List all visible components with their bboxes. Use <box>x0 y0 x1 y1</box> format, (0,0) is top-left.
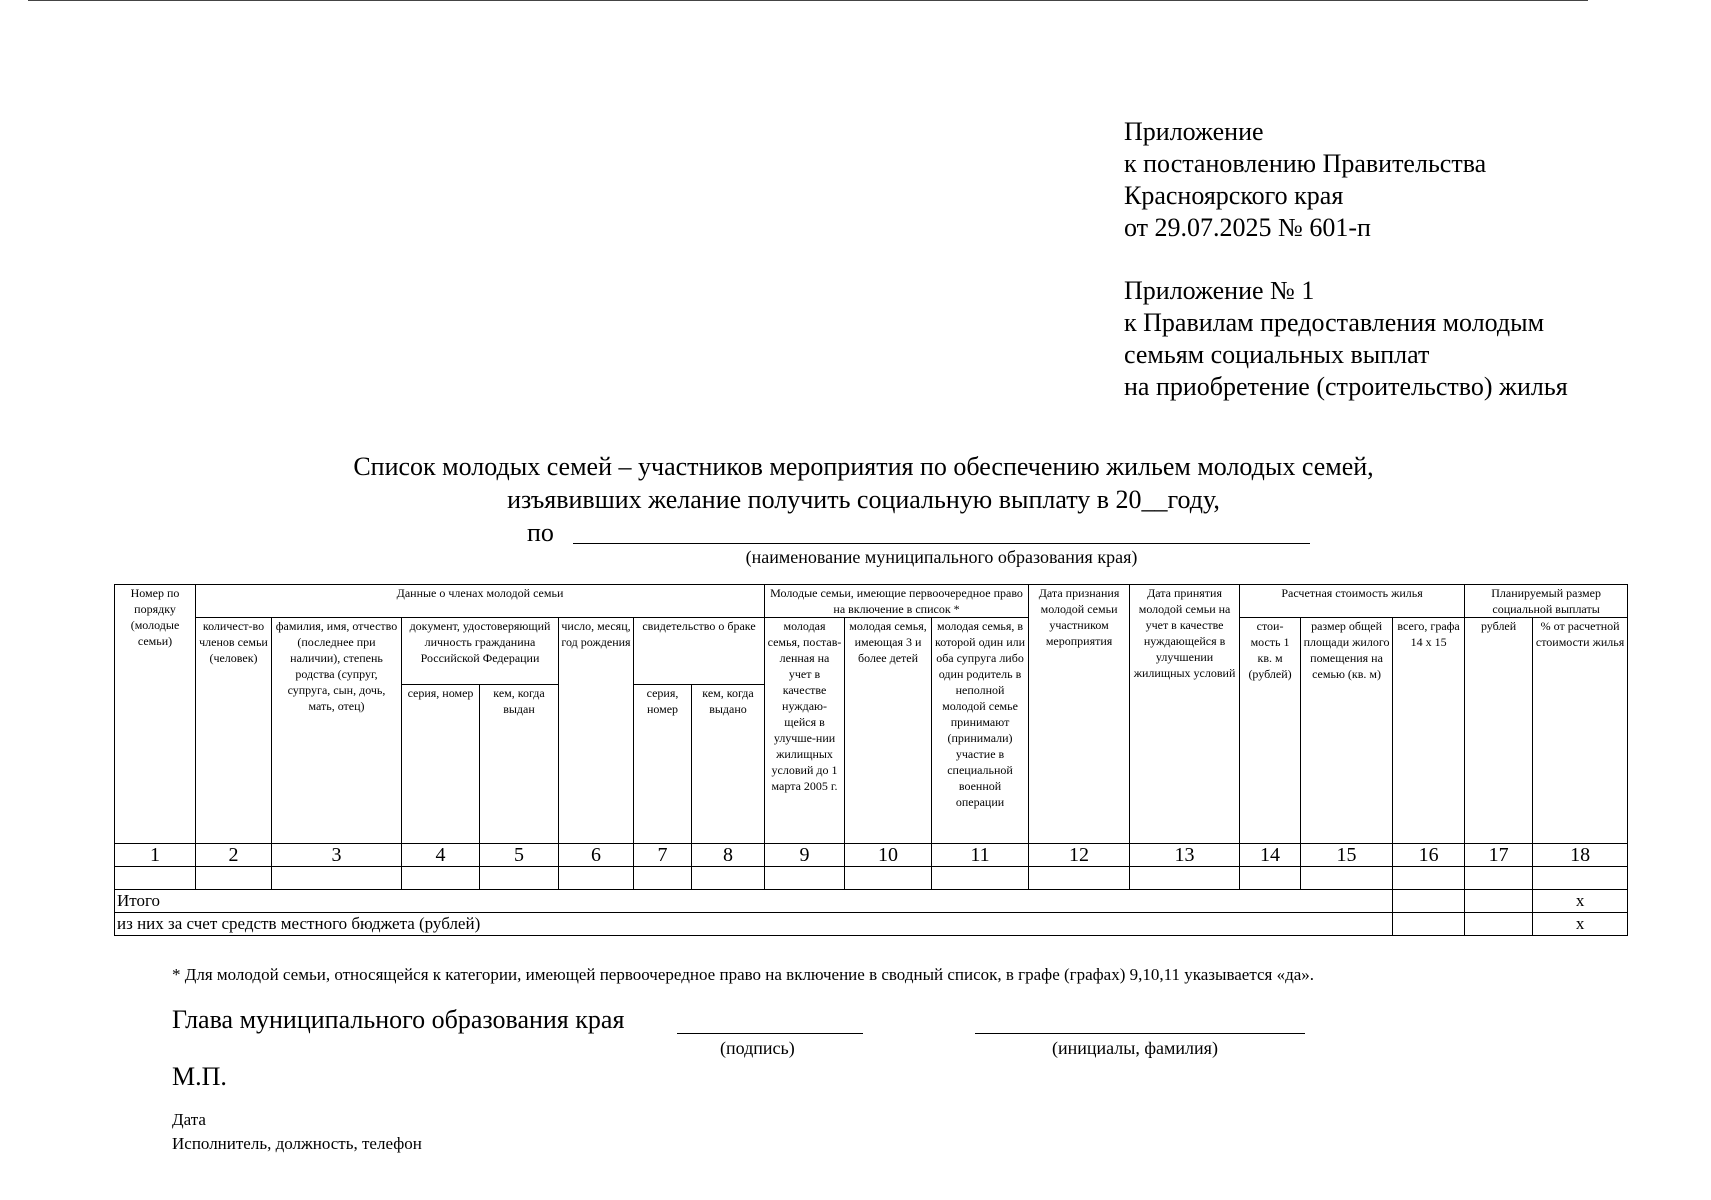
column-number: 11 <box>932 844 1029 867</box>
col-document-issued: кем, когда выдан <box>480 685 559 844</box>
document-title-line-2: изъявивших желание получить социальную выплату в 20__году, <box>507 485 1220 514</box>
table-cell[interactable] <box>559 867 634 890</box>
col-marriage-certificate: свидетельство о браке <box>634 618 765 685</box>
column-number: 15 <box>1301 844 1393 867</box>
local-payment-cell[interactable] <box>1465 913 1533 936</box>
header-planned-payment: Планируемый размер социальной выплаты <box>1465 585 1628 618</box>
table-cell[interactable] <box>1029 867 1130 890</box>
document-title-line-1: Список молодых семей – участников мероприятия по обеспечению жильем молодых семей, <box>353 452 1374 481</box>
appendix-line: от 29.07.2025 № 601-п <box>1124 213 1371 242</box>
families-table <box>114 584 1628 936</box>
municipality-caption: (наименование муниципального образования края) <box>745 547 1138 567</box>
footnote: * Для молодой семьи, относящейся к категории, имеющей первоочередное право на включение в сводный список, в графе (графах) 9,10,11 указывается «да». <box>172 965 1315 984</box>
column-number: 2 <box>196 844 272 867</box>
municipality-prefix: по <box>527 518 554 547</box>
header-members: Данные о членах молодой семьи <box>196 585 765 618</box>
column-number: 17 <box>1465 844 1533 867</box>
municipality-field-line[interactable] <box>573 543 1310 544</box>
table-cell[interactable] <box>932 867 1029 890</box>
appendix-header-rules <box>1124 275 1568 403</box>
appendix-line: Приложение № 1 <box>1124 276 1315 305</box>
table-cell[interactable] <box>480 867 559 890</box>
col-document-series: серия, номер <box>402 685 480 844</box>
header-registration-date: Дата принятия молодой семьи на учет в качестве нуждающейся в улучшении жилищных условий <box>1130 585 1240 844</box>
table-cell[interactable] <box>1465 867 1533 890</box>
appendix-line: семьям социальных выплат <box>1124 340 1430 369</box>
column-number: 3 <box>272 844 402 867</box>
col-full-name: фамилия, имя, отчество (последнее при наличии), степень родства (супруг, супруга, сын, дочь, мать, отец) <box>272 618 402 844</box>
total-percent-mark: x <box>1533 890 1628 913</box>
table-cell[interactable] <box>1130 867 1240 890</box>
column-number: 4 <box>402 844 480 867</box>
appendix-line: Красноярского края <box>1124 181 1344 210</box>
appendix-line: на приобретение (строительство) жилья <box>1124 372 1568 401</box>
col-total-cost: всего, графа 14 x 15 <box>1393 618 1465 844</box>
col-priority-svo: молодая семья, в которой один или оба супруга либо один родитель в неполной молодой семье принимают (принимали) участие в специальной военной операции <box>932 618 1029 844</box>
column-number: 1 <box>115 844 196 867</box>
col-payment-rub: рублей <box>1465 618 1533 844</box>
table-cell[interactable] <box>1393 867 1465 890</box>
total-label: Итого <box>115 890 1393 913</box>
col-members-count: количест-во членов семьи (человек) <box>196 618 272 844</box>
column-number: 7 <box>634 844 692 867</box>
table-cell[interactable] <box>402 867 480 890</box>
table-cell[interactable] <box>765 867 845 890</box>
scan-top-edge <box>28 0 1588 1</box>
header-priority: Молодые семьи, имеющие первоочередное право на включение в список * <box>765 585 1029 618</box>
appendix-line: к постановлению Правительства <box>1124 149 1487 178</box>
column-number: 5 <box>480 844 559 867</box>
signature-caption: (подпись) <box>720 1038 795 1058</box>
head-signature-label: Глава муниципального образования края <box>172 1005 625 1034</box>
local-budget-row <box>115 913 1628 936</box>
column-number: 14 <box>1240 844 1301 867</box>
local-budget-label: из них за счет средств местного бюджета (рублей) <box>115 913 1393 936</box>
column-number: 13 <box>1130 844 1240 867</box>
date-label: Дата <box>172 1110 206 1129</box>
local-cost-cell[interactable] <box>1393 913 1465 936</box>
column-number: 8 <box>692 844 765 867</box>
header-housing-cost: Расчетная стоимость жилья <box>1240 585 1465 618</box>
local-percent-mark: x <box>1533 913 1628 936</box>
appendix-header-resolution <box>1124 116 1486 244</box>
appendix-line: к Правилам предоставления молодым <box>1124 308 1545 337</box>
table-cell[interactable] <box>1301 867 1393 890</box>
column-number: 12 <box>1029 844 1130 867</box>
column-number: 6 <box>559 844 634 867</box>
col-priority-registered: молодая семья, постав-ленная на учет в качестве нуждаю-щейся в улучше-нии жилищных условий до 1 марта 2005 г. <box>765 618 845 844</box>
col-cost-per-m2: стои-мость 1 кв. м (рублей) <box>1240 618 1301 844</box>
column-number: 18 <box>1533 844 1628 867</box>
col-marriage-series: серия, номер <box>634 685 692 844</box>
col-marriage-issued: кем, когда выдано <box>692 685 765 844</box>
column-number: 10 <box>845 844 932 867</box>
stamp-placeholder: М.П. <box>172 1062 227 1091</box>
column-numbers-row <box>115 844 1628 867</box>
column-number: 16 <box>1393 844 1465 867</box>
total-payment-cell[interactable] <box>1465 890 1533 913</box>
col-area: размер общей площади жилого помещения на семью (кв. м) <box>1301 618 1393 844</box>
table-cell[interactable] <box>692 867 765 890</box>
signature-field-line[interactable] <box>677 1033 863 1034</box>
name-caption: (инициалы, фамилия) <box>1052 1038 1218 1058</box>
total-row <box>115 890 1628 913</box>
table-cell[interactable] <box>1533 867 1628 890</box>
table-cell[interactable] <box>1240 867 1301 890</box>
total-cost-cell[interactable] <box>1393 890 1465 913</box>
col-birth-date: число, месяц, год рождения <box>559 618 634 844</box>
header-number: Номер по порядку (молодые семьи) <box>115 585 196 844</box>
table-cell[interactable] <box>845 867 932 890</box>
table-cell[interactable] <box>196 867 272 890</box>
col-priority-large-family: молодая семья, имеющая 3 и более детей <box>845 618 932 844</box>
table-cell[interactable] <box>634 867 692 890</box>
column-number: 9 <box>765 844 845 867</box>
name-field-line[interactable] <box>975 1033 1305 1034</box>
header-recognition-date: Дата признания молодой семьи участником мероприятия <box>1029 585 1130 844</box>
col-payment-percent: % от расчетной стоимости жилья <box>1533 618 1628 844</box>
executor-label: Исполнитель, должность, телефон <box>172 1134 422 1153</box>
col-identity-document: документ, удостоверяющий личность гражданина Российской Федерации <box>402 618 559 685</box>
table-cell[interactable] <box>115 867 196 890</box>
table-row-empty[interactable] <box>115 867 1628 890</box>
table-cell[interactable] <box>272 867 402 890</box>
appendix-line: Приложение <box>1124 117 1264 146</box>
